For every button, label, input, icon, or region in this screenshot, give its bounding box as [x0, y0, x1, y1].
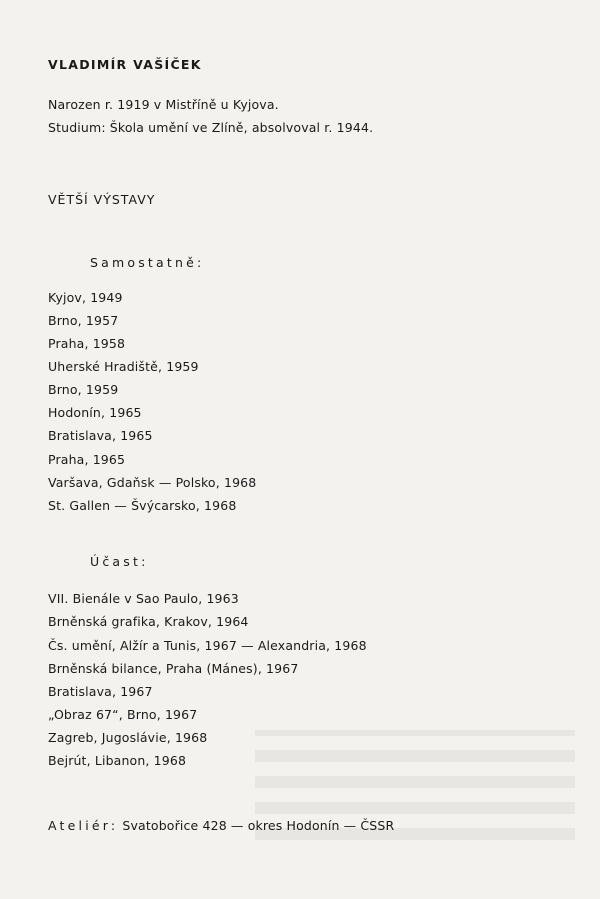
list-item: Uherské Hradiště, 1959	[48, 359, 199, 374]
list-item: VII. Bienále v Sao Paulo, 1963	[48, 591, 239, 606]
list-item: Čs. umění, Alžír a Tunis, 1967 — Alexandria, 1968	[48, 638, 367, 653]
list-item: Brněnská bilance, Praha (Mánes), 1967	[48, 661, 299, 676]
list-item: Bratislava, 1965	[48, 428, 153, 443]
group-heading: Účast:	[90, 554, 149, 569]
solo-heading: Samostatně:	[90, 255, 205, 270]
study-info: Studium: Škola umění ve Zlíně, absolvoval r. 1944.	[48, 120, 374, 135]
birth-info: Narozen r. 1919 v Mistříně u Kyjova.	[48, 97, 279, 112]
list-item: Zagreb, Jugoslávie, 1968	[48, 730, 208, 745]
list-item: St. Gallen — Švýcarsko, 1968	[48, 498, 237, 513]
list-item: Hodonín, 1965	[48, 405, 142, 420]
list-item: Praha, 1958	[48, 336, 126, 351]
list-item: Bejrút, Libanon, 1968	[48, 753, 187, 768]
list-item: Brno, 1959	[48, 382, 119, 397]
exhibitions-heading: VĚTŠÍ VÝSTAVY	[48, 192, 156, 207]
artist-name: VLADIMÍR VAŠÍČEK	[48, 57, 202, 72]
studio-address: Svatobořice 428 — okres Hodonín — ČSSR	[122, 818, 395, 833]
list-item: Varšava, Gdaňsk — Polsko, 1968	[48, 475, 257, 490]
list-item: „Obraz 67“, Brno, 1967	[48, 707, 198, 722]
list-item: Brno, 1957	[48, 313, 119, 328]
studio-label: Ateliér:	[48, 818, 119, 833]
list-item: Kyjov, 1949	[48, 290, 123, 305]
list-item: Bratislava, 1967	[48, 684, 153, 699]
list-item: Brněnská grafika, Krakov, 1964	[48, 614, 249, 629]
list-item: Praha, 1965	[48, 452, 126, 467]
studio-line	[48, 818, 394, 834]
